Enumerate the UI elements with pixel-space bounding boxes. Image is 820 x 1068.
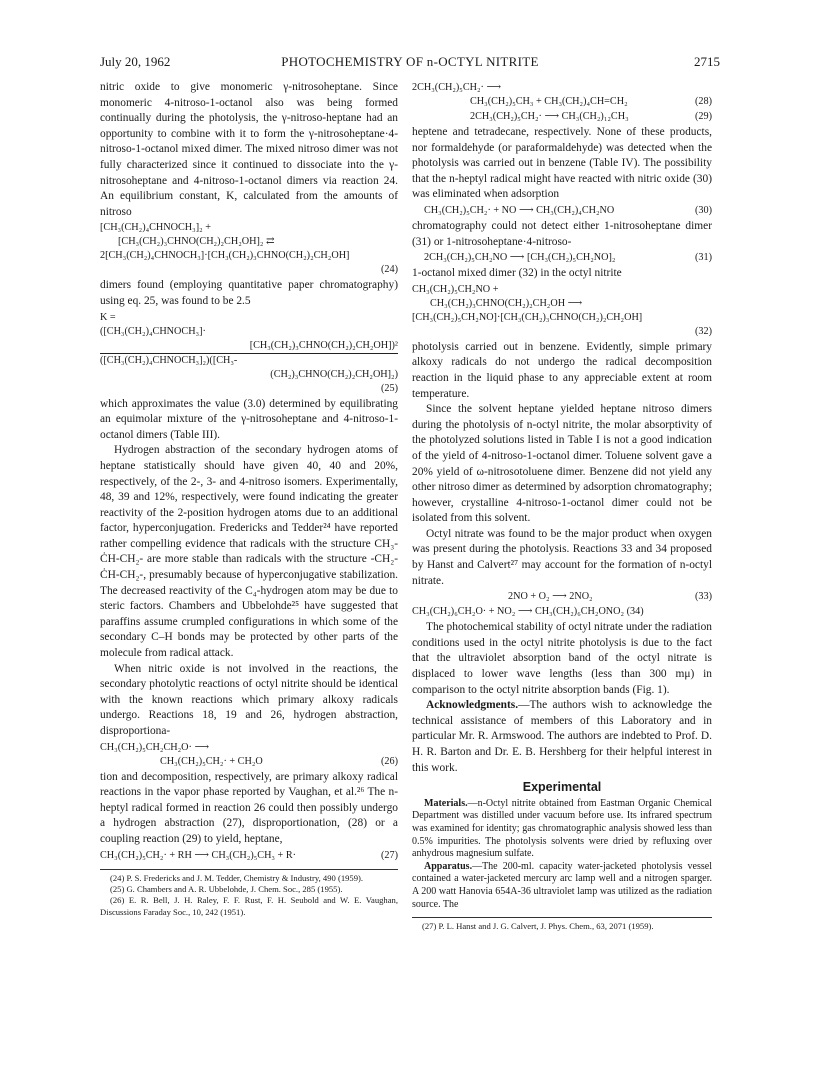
eq33-text: 2NO + O₂ ⟶ 2NO₂ — [508, 591, 593, 603]
left-paragraph-1: nitric oxide to give monomeric γ-nitrosoheptane. Since monomeric 4-nitroso-1-octanol also was being formed continually during the photolysis, the γ-nitroso-heptane had an opportunity to combine with it to form the γ-nitrosoheptane·4-nitroso-1-octanol mixed dimer. The mixed nitroso dimer was not fully characterized since it continued to dissociate into the γ-nitrosoheptane and 4-nitroso-1-octanol dimers via reaction 24. An equilibrium constant, K, calculated from the amounts of nitroso — [100, 81, 398, 218]
eq25-line-4: (CH₂)₃CHNO(CH₂)₂CH₂OH]₂) — [270, 368, 398, 380]
eq24-line-3: 2[CH₃(CH₂)₄CHNOCH₃]·[CH₃(CH₂)₃CHNO(CH₂)₂CH₂OH] — [100, 250, 350, 262]
right-column — [412, 80, 712, 933]
equation-25 — [100, 311, 398, 396]
eq32-line-2: CH₃(CH₂)₃CHNO(CH₂)₂CH₂OH ⟶ — [430, 297, 583, 309]
header-title: PHOTOCHEMISTRY OF n-OCTYL NITRITE — [281, 54, 539, 69]
acknowledgments-paragraph — [412, 698, 712, 776]
apparatus-text: —The 200-ml. capacity water-jacketed photolysis vessel contained a water-jacketed mercury arc lamp well and a nitrogen sparger. A 200 watt Hanovia 654A-36 ultraviolet lamp was utilized as the radiation source. The — [412, 860, 712, 910]
eq27-number: (27) — [381, 849, 398, 861]
materials-heading: Materials. — [424, 797, 468, 809]
eq26-number: (26) — [381, 755, 398, 767]
right-footnotes — [412, 917, 712, 932]
eq29-text: 2CH₃(CH₂)₅CH₂· ⟶ CH₃(CH₂)₁₂CH₃ — [470, 111, 629, 122]
eq32-number: (32) — [695, 325, 712, 337]
equation-34 — [412, 605, 712, 619]
footnote-25: (25) G. Chambers and A. R. Ubbelohde, J. Chem. Soc., 285 (1955). — [110, 883, 343, 894]
equation-24 — [100, 221, 398, 277]
experimental-section — [412, 798, 712, 911]
right-paragraph-4: photolysis carried out in benzene. Evidently, simple primary alkoxy radicals do not undergo the radical decomposition reaction in the liquid phase to any appreciable extent at room temperature. — [412, 340, 712, 400]
eq32-line-1: CH₃(CH₂)₅CH₂NO + — [412, 283, 499, 295]
equation-26 — [100, 741, 398, 769]
eq28-line-2-text: CH₃(CH₂)₅CH₃ + CH₃(CH₂)₄CH=CH₂ — [470, 96, 628, 107]
eq28-line-1: 2CH₃(CH₂)₅CH₂· ⟶ — [412, 82, 502, 93]
footnote-26: (26) E. R. Bell, J. H. Raley, F. F. Rust, F. H. Seubold and W. E. Vaughan, Discussions Faraday Soc., 10, 242 (1951). — [100, 895, 398, 917]
footnote-27: (27) P. L. Hanst and J. G. Calvert, J. Phys. Chem., 63, 2071 (1959). — [422, 921, 654, 932]
eq25-number: (25) — [381, 382, 398, 394]
eq26-line-2-text: CH₃(CH₂)₅CH₂· + CH₂O — [160, 755, 263, 767]
right-paragraph-5: Since the solvent heptane yielded heptane nitroso dimers during the photolysis of n-octyl nitrite, the molar absorptivity of the photolyzed solutions listed in Table I is not a good indication of the yield of 4-nitroso-1-octanol dimer. Toluene solvent gave a 20% yield of ω-nitrosotoluene dimer. Benzene did not yield any other nitroso dimer as determined by adsorption chromatography; however, crystalline 4-nitroso-1-octanol dimer could not be isolated from this solvent. — [412, 403, 712, 525]
left-paragraph-5: When nitric oxide is not involved in the reactions, the secondary photolytic reactions of octyl nitrite should be identical with the known reactions which primary alkoxy radicals undergo. Reactions 18, 19 and 26, hydrogen abstraction, disproportiona- — [100, 662, 398, 737]
eq24-line-1: [CH₃(CH₂)₄CHNOCH₃]₂ + — [100, 222, 211, 234]
left-column — [100, 80, 398, 918]
equation-32 — [412, 283, 712, 339]
left-paragraph-4: Hydrogen abstraction of the secondary hydrogen atoms of heptane statistically should have given 40, 40 and 20%, respectively, of the 2-, 3- and 4-nitroso isomers. Experimentally, 48, 39 and 12%, respectively, were found indicating the greater reactivity of the 2-position hydrogen atoms due to an additional factor, hyperconjugation. Fredericks and Tedder²⁴ have reported rather compelling evidence that radicals with the structure CH₃-ĊH-CH₂- are more stable than radicals with the structure -CH₂-ĊH-CH₂-, presumably because of hyperconjugative stabilization. The decreased reactivity of the C₄-hydrogen atom may be due to steric factors. Chambers and Ubbelohde²⁵ have suggested that paraffins assume crumpled configurations in which some of the secondary C–H bonds may be protected by other parts of the molecule from radical attack. — [100, 444, 398, 660]
eq30-line — [412, 204, 712, 218]
eq31-text: 2CH₃(CH₂)₅CH₂NO ⟶ [CH₃(CH₂)₅CH₂NO]₂ — [424, 252, 616, 264]
equation-33 — [412, 590, 712, 604]
eq29-line — [412, 110, 712, 124]
eq33-line — [412, 590, 712, 604]
header-page-number: 2715 — [694, 54, 720, 69]
running-header — [100, 54, 720, 74]
right-paragraph-6: Octyl nitrate was found to be the major product when oxygen was present during the photolysis. Reactions 33 and 34 proposed by Hanst and Calvert²⁷ may account for the formation of n-octyl nitrate. — [412, 527, 712, 587]
equation-30 — [412, 204, 712, 218]
eq29-number: (29) — [695, 111, 712, 122]
equation-28 — [412, 81, 712, 109]
left-paragraph-3: which approximates the value (3.0) determined by equilibrating an equimolar mixture of the γ-nitrosoheptane and 4-nitroso-1-octanol dimers (Table III). — [100, 397, 398, 441]
materials-paragraph — [412, 798, 712, 861]
apparatus-heading: Apparatus. — [424, 860, 473, 872]
equation-29 — [412, 110, 712, 124]
left-paragraph-2: dimers found (employing quantitative paper chromatography) using eq. 25, was found to be 2.5 — [100, 279, 398, 307]
eq24-number: (24) — [381, 264, 398, 276]
header-date: July 20, 1962 — [100, 54, 171, 69]
eq24-line-2: [CH₃(CH₂)₃CHNO(CH₂)₂CH₂OH]₂ ⇄ — [118, 236, 275, 248]
right-paragraph-1: heptene and tetradecane, respectively. None of these products, nor formaldehyde (or paraformaldehyde) was detected when the photolysis was carried out in benzene (Table IV). The possibility that the n-heptyl radical might have reacted with nitric oxide (30) was eliminated when adsorption — [412, 126, 712, 201]
left-footnotes — [100, 869, 398, 919]
right-paragraph-3: 1-octanol mixed dimer (32) in the octyl nitrite — [412, 267, 622, 280]
eq28-line-2 — [412, 95, 712, 109]
eq27-line — [100, 849, 398, 863]
right-paragraph-7: The photochemical stability of octyl nitrate under the radiation conditions used in the octyl nitrite photolysis is due to the fact that the ultraviolet absorption band of the octyl nitrate is displaced to lower wave lengths (less than 300 mμ) in comparison to the octyl nitrite absorption bands (Fig. 1). — [412, 621, 712, 696]
eq31-line — [412, 251, 712, 265]
experimental-heading: Experimental — [522, 780, 602, 795]
equation-27 — [100, 849, 398, 863]
right-paragraph-2: chromatography could not detect either 1-nitrosoheptane dimer (31) or 1-nitrosoheptane·4-nitroso- — [412, 219, 712, 248]
materials-text: —n-Octyl nitrite obtained from Eastman Organic Chemical Department was distilled under vacuum before use. Its infrared spectrum was examined for identity; gas chromatographic analysis showed less than 0.5% impurities. The photolysis solvents were dried by refluxing over anhydrous magnesium sulfate. — [412, 797, 712, 860]
footnote-24: (24) P. S. Fredericks and J. M. Tedder, Chemistry & Industry, 490 (1959). — [110, 872, 364, 883]
left-paragraph-6: tion and decomposition, respectively, are primary alkoxy radical reactions in the vapor phase reported by Vaughan, et al.²⁶ The n-heptyl radical formed in reaction 26 could then possibly undergo a hydrogen abstraction (27), disproportionation, (28) or a coupling reaction (29) to yield, heptane, — [100, 770, 398, 845]
acknowledgments-heading: Acknowledgments. — [426, 699, 519, 712]
eq30-number: (30) — [695, 204, 712, 216]
eq27-text: CH₃(CH₂)₅CH₂· + RH ⟶ CH₃(CH₂)₅CH₃ + R· — [100, 849, 297, 861]
eq25-line-3: ([CH₃(CH₂)₄CHNOCH₃]₂)([CH₃- — [100, 353, 398, 368]
acknowledgments-text: —The authors wish to acknowledge the technical assistance of members of this Laboratory and in particular Mr. R. Armswood. The authors are indebted to Prof. D. H. R. Barton and Dr. E. B. Hershberg for their helpful interest in this work. — [412, 699, 712, 774]
eq32-line-3: [CH₃(CH₂)₅CH₂NO]·[CH₃(CH₂)₃CHNO(CH₂)₂CH₂OH] — [412, 311, 643, 323]
eq33-number: (33) — [695, 591, 712, 603]
eq30-text: CH₃(CH₂)₅CH₂· + NO ⟶ CH₃(CH₂)₄CH₂NO — [424, 204, 615, 216]
eq31-number: (31) — [695, 252, 712, 264]
apparatus-paragraph — [412, 861, 712, 911]
eq25-k: K = — [100, 311, 116, 323]
eq28-number: (28) — [695, 96, 712, 107]
eq26-line-2 — [100, 755, 398, 769]
eq26-line-1: CH₃(CH₂)₅CH₂CH₂O· ⟶ — [100, 741, 210, 753]
eq25-line-2: [CH₃(CH₂)₃CHNO(CH₂)₂CH₂OH])² — [249, 339, 398, 351]
eq25-line-1: ([CH₃(CH₂)₄CHNOCH₃]· — [100, 325, 206, 337]
equation-31 — [412, 251, 712, 265]
eq34-line: CH₃(CH₂)₆CH₂O· + NO₂ ⟶ CH₃(CH₂)₆CH₂ONO₂ (34) — [412, 606, 644, 618]
